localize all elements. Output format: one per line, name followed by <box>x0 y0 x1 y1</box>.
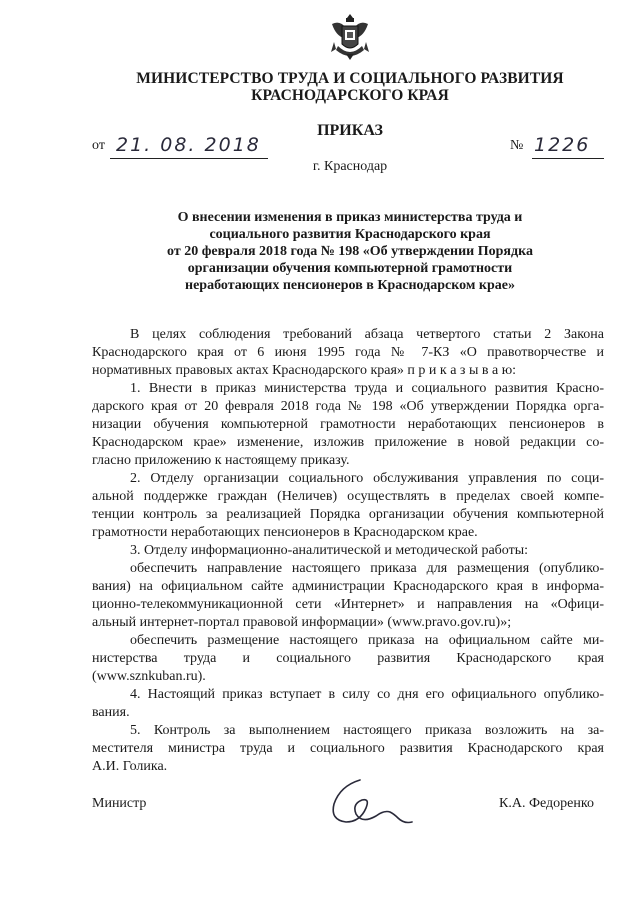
title-line: О внесении изменения в приказ министерства труда и <box>177 210 523 225</box>
body-line: альной поддержке граждан (Неличев) осуществлять в пределах своей компе- <box>92 489 604 504</box>
handwritten-signature-icon <box>316 772 436 832</box>
title-line: от 20 февраля 2018 года № 198 «Об утверждении Порядка <box>167 244 533 259</box>
body-line: (www.sznkuban.ru). <box>92 669 206 684</box>
body-line: нормативных правовых актах Краснодарского края» п р и к а з ы в а ю: <box>92 363 517 378</box>
handwritten-number: 1226 <box>534 134 591 156</box>
body-line: грамотности неработающих пенсионеров в Краснодарском крае. <box>92 525 478 540</box>
body-line: обеспечить направление настоящего приказа для размещения (опублико- <box>130 561 604 576</box>
date-label: от <box>92 138 105 153</box>
handwritten-date: 21. 08. 2018 <box>116 134 261 156</box>
body-line: 3. Отделу информационно-аналитической и методической работы: <box>130 543 529 558</box>
body-line: 5. Контроль за выполнением настоящего приказа возложить на за- <box>130 723 604 738</box>
body-line: 4. Настоящий приказ вступает в силу со дня его официального опублико- <box>130 687 604 702</box>
body-line: 2. Отделу организации социального обслуживания управления по соци- <box>130 471 604 486</box>
coat-of-arms-icon <box>328 12 372 62</box>
ministry-name-line2: КРАСНОДАРСКОГО КРАЯ <box>251 87 449 104</box>
signatory-name: К.А. Федоренко <box>499 796 594 811</box>
body-line: ционно-телекоммуникационной сети «Интернет» и направления на «Офици- <box>92 597 604 612</box>
body-line: обеспечить размещение настоящего приказа на официальном сайте ми- <box>130 633 604 648</box>
body-line: вания. <box>92 705 130 720</box>
number-label: № <box>510 138 524 153</box>
city: г. Краснодар <box>312 159 388 174</box>
body-line: Краснодарского края от 6 июня 1995 года № 7-КЗ «О правотворчестве и <box>92 345 604 360</box>
title-line: социального развития Краснодарского края <box>209 227 491 242</box>
body-line: местителя министра труда и социального развития Краснодарского края <box>92 741 604 756</box>
body-line: гласно приложению к настоящему приказу. <box>92 453 350 468</box>
body-line: низации обучения компьютерной грамотности неработающих пенсионеров в <box>92 417 604 432</box>
body-line: Краснодарском крае» изменение, изложив приложение в новой редакции со- <box>92 435 604 450</box>
body-line: дарского края от 20 февраля 2018 года № 198 «Об утверждении Порядка орга- <box>92 399 604 414</box>
body-line: А.И. Голика. <box>92 759 168 774</box>
body-line: В целях соблюдения требований абзаца четвертого статьи 2 Закона <box>130 327 604 342</box>
signatory-position: Министр <box>92 796 147 811</box>
body-line: 1. Внести в приказ министерства труда и социального развития Красно- <box>130 381 604 396</box>
body-line: нистерства труда и социального развития Краснодарского края <box>92 651 604 666</box>
document-type: ПРИКАЗ <box>317 122 383 139</box>
body-line: вания) на официальном сайте администрации Краснодарского края в информа- <box>92 579 604 594</box>
body-line: тенции контроль за реализацией Порядка организации обучения компьютерной <box>92 507 604 522</box>
title-line: организации обучения компьютерной грамотности <box>187 261 513 276</box>
title-line: неработающих пенсионеров в Краснодарском крае» <box>185 278 515 293</box>
body-line: альный интернет-портал правовой информации» (www.pravo.gov.ru)»; <box>92 615 512 630</box>
ministry-name-line1: МИНИСТЕРСТВО ТРУДА И СОЦИАЛЬНОГО РАЗВИТИЯ <box>136 70 564 87</box>
